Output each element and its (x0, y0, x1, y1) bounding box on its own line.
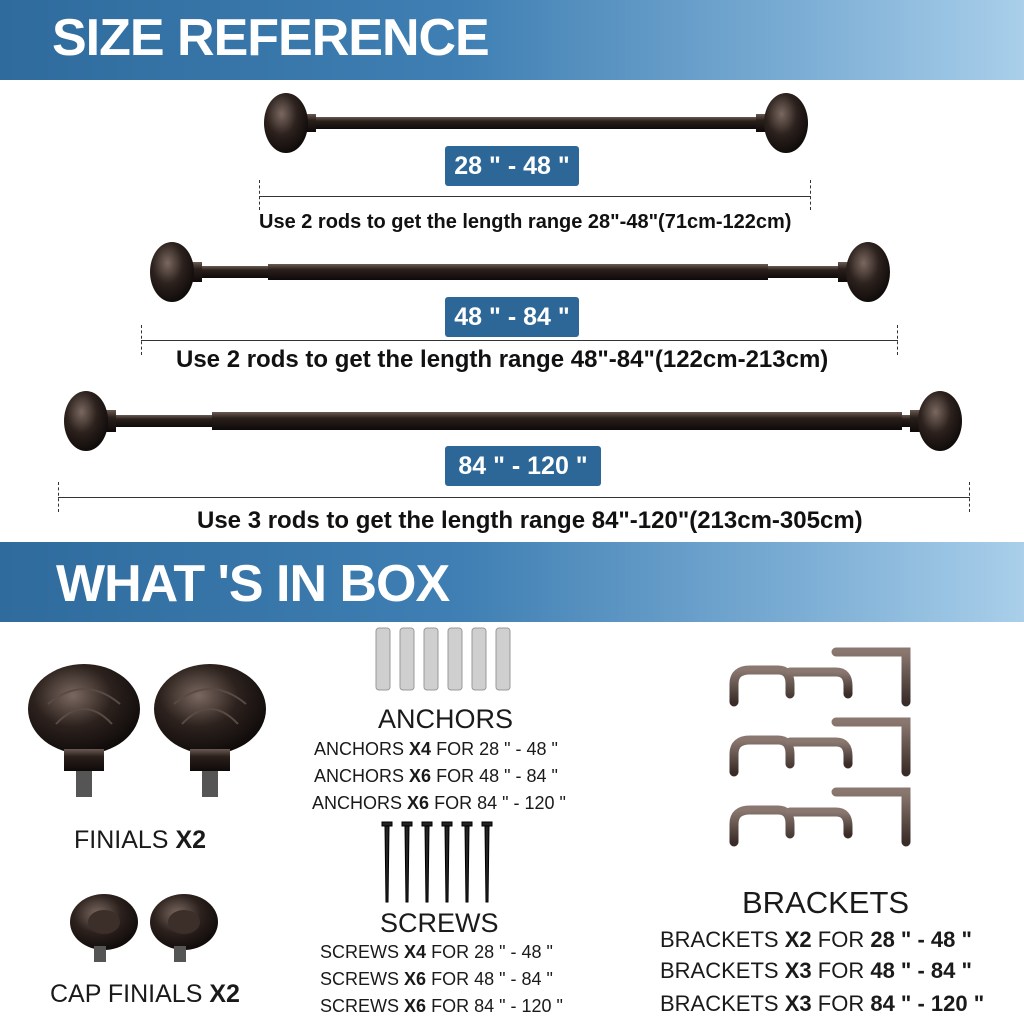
anchors-image (372, 624, 512, 696)
anchors-line: ANCHORS X6 FOR 48 " - 84 " (314, 766, 558, 786)
brackets-line: BRACKETS X3 FOR 48 " - 84 " (660, 958, 972, 983)
range-badge: 28 " - 48 " (445, 146, 579, 186)
screws-image (374, 818, 504, 908)
whats-in-box-title: WHAT 'S IN BOX (56, 555, 450, 613)
brackets-image (726, 632, 926, 872)
brackets-heading: BRACKETS (742, 885, 910, 920)
screws-heading: SCREWS (380, 908, 499, 938)
range-badge: 84 " - 120 " (445, 446, 601, 486)
cap-finials-label: CAP FINIALS X2 (50, 980, 240, 1008)
size-reference-banner (0, 0, 1024, 80)
cap-finials-image (66, 890, 246, 970)
screws-line: SCREWS X4 FOR 28 " - 48 " (320, 942, 553, 962)
screws-line: SCREWS X6 FOR 84 " - 120 " (320, 996, 563, 1016)
range-badge: 48 " - 84 " (445, 297, 579, 337)
finials-label: FINIALS X2 (74, 826, 207, 854)
size-reference-title: SIZE REFERENCE (52, 9, 489, 67)
range-note: Use 2 rods to get the length range 28"-48"(71cm-122cm) (259, 211, 792, 233)
brackets-line: BRACKETS X3 FOR 84 " - 120 " (660, 991, 985, 1016)
anchors-heading: ANCHORS (378, 704, 514, 734)
brackets-line: BRACKETS X2 FOR 28 " - 48 " (660, 927, 972, 952)
anchors-line: ANCHORS X4 FOR 28 " - 48 " (314, 739, 558, 759)
screws-line: SCREWS X6 FOR 48 " - 84 " (320, 969, 553, 989)
range-note: Use 2 rods to get the length range 48"-84"(122cm-213cm) (176, 346, 829, 373)
finials-image (26, 664, 266, 824)
anchors-line: ANCHORS X6 FOR 84 " - 120 " (312, 793, 566, 813)
whats-in-box-banner (0, 542, 1024, 622)
range-note: Use 3 rods to get the length range 84"-120"(213cm-305cm) (197, 507, 863, 534)
